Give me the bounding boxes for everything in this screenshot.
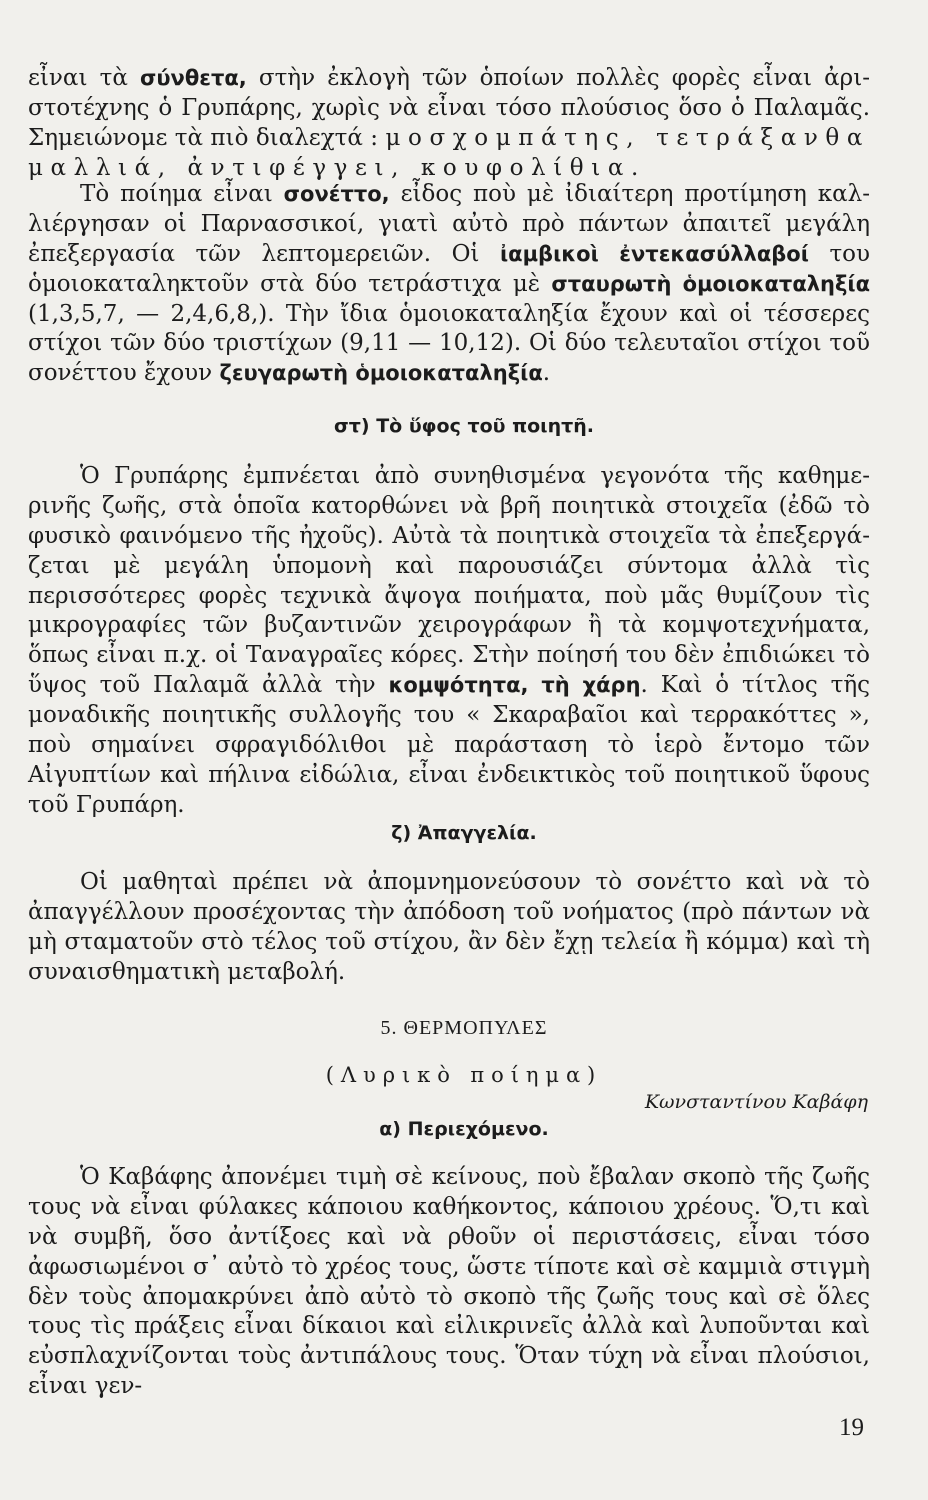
text-run: εἶδος ποὺ μὲ ἰδιαίτερη προτίμηση καλλιέργησαν οἱ Παρνασσικοί, γιατὶ αὐτὸ πρὸ πάντων ἀπαιτεῖ μεγάλη ἐπεξεργασία τῶν λεπτομερειῶν. Οἱ <box>28 181 871 267</box>
text-run: εἶναι τὰ <box>28 65 140 91</box>
bold-term: σταυρωτὴ ὁμοιοκαταληξία <box>551 271 870 296</box>
spaced-word-list: μοσχομπάτης, τετράξανθα μαλλιά, ἀντιφέγγει, κουφολίθια. <box>28 124 870 181</box>
bold-term: σύνθετα, <box>139 66 247 90</box>
text-run: στὴν ἐκλογὴ τῶν ὁποίων πολλὲς φορὲς εἶναι ἀριστοτέχνης ὁ Γρυπάρης, χωρὶς νὰ εἶναι τόσο πλούσιος ὅσο ὁ Παλαμᾶς. Σημειώνομε τὰ πιὸ διαλεχτά : <box>28 65 870 151</box>
paragraph-composite-words <box>28 64 870 184</box>
poem-subtitle: (Λυρικὸ ποίημα) <box>325 1063 603 1087</box>
page-number: 19 <box>839 1414 864 1441</box>
section-heading-style: στ) Τὸ ὕφος τοῦ ποιητῆ. <box>334 415 594 437</box>
text-run: Τὸ ποίημα εἶναι <box>80 181 284 207</box>
poem-author: Κωνσταντίνου Καβάφη <box>644 1091 868 1113</box>
text-run: του ὁμοιοκαταληκτοῦν στὰ δύο τετράστιχα μὲ <box>28 240 870 297</box>
paragraph-recitation <box>28 868 870 988</box>
paragraph-text: Ὁ Καβάφης ἀπονέμει τιμὴ σὲ κείνους, ποὺ ἔβαλαν σκοπὸ τῆς ζωῆς τους νὰ εἶναι φύλακες κάποιου καθήκοντος, κάποιου χρέους. Ὅ,τι καὶ νὰ συμβῆ, ὅσο ἀντίξοες καὶ νὰ ρθοῦν οἱ περιστάσεις, εἶναι τόσο ἀφωσιωμένοι σ᾽ αὐτὸ τὸ χρέος τους, ὥστε τίποτε καὶ σὲ καμμιὰ στιγμὴ δὲν τοὺς ἀπομακρύνει ἀπὸ αὐτὸ τὸ σκοπὸ τῆς ζωῆς τους καὶ σὲ ὅλες τους τὶς πράξεις εἶναι δίκαιοι καὶ εἰλικρινεῖς ἀλλὰ καὶ λυποῦνται καὶ εὐσπλαχνίζονται τοὺς ἀντιπάλους τους. Ὅταν τύχη νὰ εἶναι πλούσιοι, εἶναι γεν- <box>28 1164 870 1400</box>
section-heading-content: α) Περιεχόμενο. <box>379 1118 549 1140</box>
text-run: (1,3,5,7, — 2,4,6,8,). Τὴν ἴδια ὁμοιοκαταληξία ἔχουν καὶ οἱ τέσσερες στίχοι τῶν δύο τριστίχων (9,11 — 10,12). Οἱ δύο τελευταῖοι στίχοι τοῦ σονέττου ἔχουν <box>28 300 870 387</box>
poem-title: 5. ΘΕΡΜΟΠΥΛΕΣ <box>380 1017 548 1039</box>
text-run: . Καὶ ὁ τίτλος τῆς μοναδικῆς ποιητικῆς συλλογῆς του « Σκαραβαῖοι καὶ τερρακόττες », ποὺ σημαίνει σφραγιδόλιθοι μὲ παράσταση τὸ ἱερὸ ἔντομο τῶν Αἰγυπτίων καὶ πήλινα εἰδώλια, εἶναι ἐνδεικτικὸς τοῦ ποιητικοῦ ὕφους τοῦ Γρυπάρη. <box>28 672 870 818</box>
bold-term: ἰαμβικοὶ ἐντεκασύλλαβοί <box>499 241 809 266</box>
bold-term: σονέττο, <box>283 182 390 206</box>
paragraph-text: Οἱ μαθηταὶ πρέπει νὰ ἀπομνημονεύσουν τὸ σονέττο καὶ νὰ τὸ ἀπαγγέλλουν προσέχοντας τὴν ἀπόδοση τοῦ νοήματος (πρὸ πάντων νὰ μὴ σταματοῦν στὸ τέλος τοῦ στίχου, ἂν δὲν ἔχῃ τελεία ἢ κόμμα) καὶ τὴ συναισθηματικὴ μεταβολή. <box>28 869 870 985</box>
paragraph-sonnet <box>28 180 870 389</box>
section-heading-recitation: ζ) Ἀπαγγελία. <box>391 822 537 844</box>
paragraph-poet-style <box>28 462 870 821</box>
text-run: . <box>542 360 551 387</box>
bold-term: κομψότητα, τὴ χάρη <box>388 673 641 698</box>
paragraph-content <box>28 1163 870 1402</box>
bold-term: ζευγαρωτὴ ὁμοιοκαταληξία <box>219 361 543 386</box>
text-run: Ὁ Γρυπάρης ἐμπνέεται ἀπὸ συνηθισμένα γεγονότα τῆς καθημερινῆς ζωῆς, στὰ ὁποῖα κατορθώνει νὰ βρῆ ποιητικὰ στοιχεῖα (ἐδῶ τὸ φυσικὸ φαινόμενο τῆς ἠχοῦς). Αὐτὰ τὰ ποιητικὰ στοιχεῖα τὰ ἐπεξεργάζεται μὲ μεγάλη ὑπομονὴ καὶ παρουσιάζει σύντομα ἀλλὰ τὶς περισσότερες φορὲς τεχνικὰ ἄψογα ποιήματα, ποὺ μᾶς θυμίζουν τὶς μικρογραφίες τῶν βυζαντινῶν χειρογράφων ἢ τὰ κομψοτεχνήματα, ὅπως εἶναι π.χ. οἱ Ταναγραῖες κόρες. Στὴν ποίησή του δὲν ἐπιδιώκει τὸ ὕψος τοῦ Παλαμᾶ ἀλλὰ τὴν <box>28 463 870 699</box>
